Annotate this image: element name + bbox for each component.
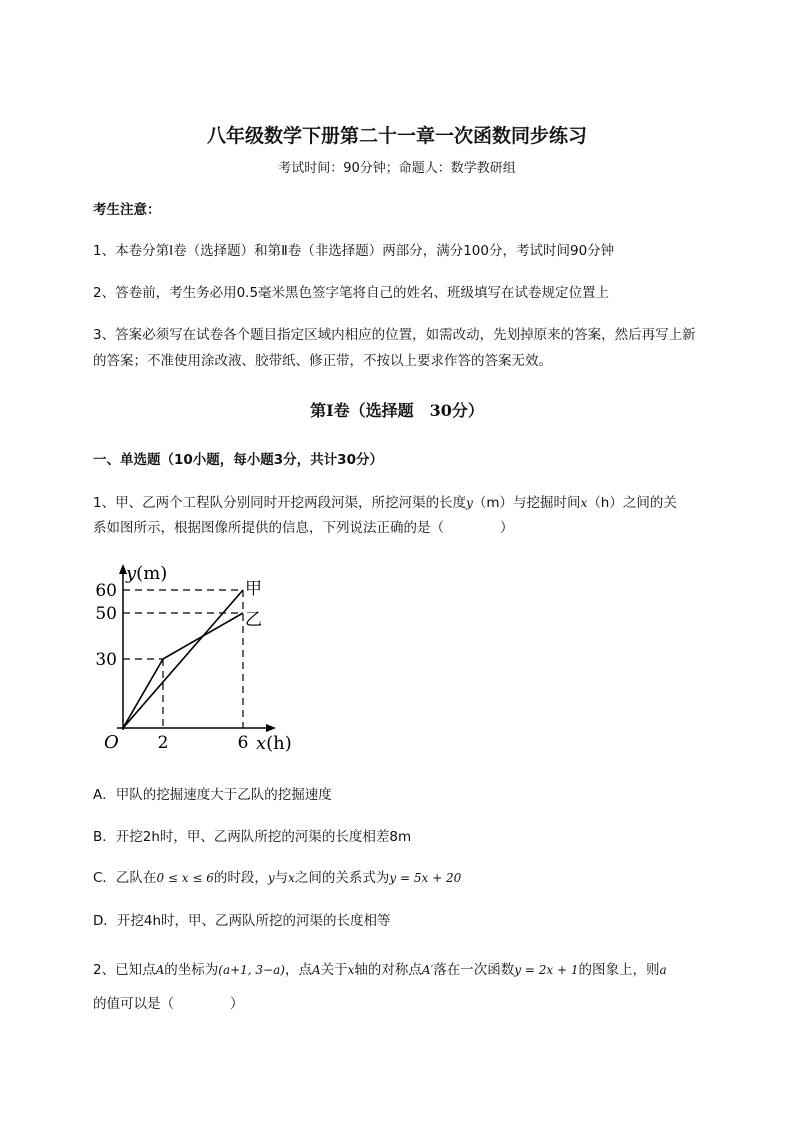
option-d[interactable]: D．开挖4h时，甲、乙两队所挖的河渠的长度相等 xyxy=(93,913,391,929)
question-2-line-1: 2、已知点A的坐标为(a+1, 3−a)，点A关于x轴的对称点A′落在一次函数y = 2x + 1的图象上，则a xyxy=(93,962,667,978)
x-tick-label: 6 xyxy=(237,733,249,753)
series-line-2 xyxy=(123,613,243,728)
y-tick-label: 50 xyxy=(95,604,117,624)
page-title: 八年级数学下册第二十一章一次函数同步练习 xyxy=(206,125,587,147)
question-2-line-2: 的值可以是（ ） xyxy=(93,996,244,1012)
y-tick-label: 60 xyxy=(95,581,117,601)
notice-heading: 考生注意： xyxy=(93,202,161,218)
x-axis-label: x(h) xyxy=(256,733,292,754)
x-tick-label: 2 xyxy=(157,733,169,753)
q1-graph xyxy=(88,556,318,756)
notice-item-3-cont: 的答案；不准使用涂改液、胶带纸、修正带，不按以上要求作答的答案无效。 xyxy=(93,353,552,369)
notice-item-2: 2、答卷前，考生务必用0.5毫米黑色签字笔将自己的姓名、班级填写在试卷规定位置上 xyxy=(93,285,610,301)
notice-item-1: 1、本卷分第I卷（选择题）和第Ⅱ卷（非选择题）两部分，满分100分，考试时间90分钟 xyxy=(93,243,615,259)
option-b[interactable]: B．开挖2h时，甲、乙两队所挖的河渠的长度相差8m xyxy=(93,829,412,845)
y-tick-label: 30 xyxy=(95,650,117,670)
question-1-line-1: 1、甲、乙两个工程队分别同时开挖两段河渠，所挖河渠的长度y（m）与挖掘时间x（h）之间的关 xyxy=(93,495,677,511)
exam-info: 考试时间：90分钟；命题人：数学教研组 xyxy=(278,161,516,176)
origin-label: O xyxy=(104,732,119,753)
question-1-line-2: 系如图所示，根据图像所提供的信息，下列说法正确的是（ ） xyxy=(93,520,514,536)
series-label-jia: 甲 xyxy=(245,579,262,599)
option-a[interactable]: A．甲队的挖掘速度大于乙队的挖掘速度 xyxy=(93,787,332,803)
y-axis-label: y(m) xyxy=(126,563,168,584)
part-heading: 一、单选题（10小题，每小题3分，共计30分） xyxy=(93,452,383,468)
option-c[interactable]: C．乙队在0 ≤ x ≤ 6的时段，y与x之间的关系式为y = 5x + 20 xyxy=(93,870,462,886)
series-label-yi: 乙 xyxy=(245,610,262,630)
notice-item-3: 3、答案必须写在试卷各个题目指定区域内相应的位置，如需改动，先划掉原来的答案，然后再写上新 xyxy=(93,327,696,343)
section-title: 第I卷（选择题 30分） xyxy=(310,401,484,420)
